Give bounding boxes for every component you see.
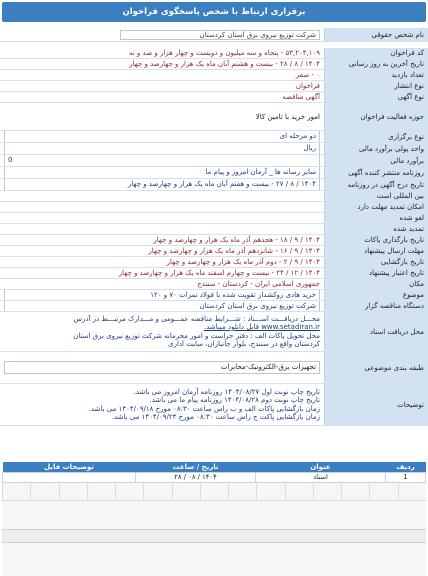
- row-activity: [0, 103, 428, 131]
- cell-date: ۱۴۰۴ / ۰۸ / ۲۸: [136, 472, 256, 482]
- row-ad-type: [0, 92, 428, 103]
- row-validity: [0, 268, 428, 279]
- value-last-update: ۱۴۰۴ / ۸ / ۲۸ - بیست و هشتم آبان ماه یک هزار و چهارصد و چهار: [0, 59, 324, 69]
- row-notes: [0, 384, 428, 426]
- address-line: کردستان واقع در سنندج، بلوار جانبازان، سایت اداری: [168, 340, 320, 348]
- row-pub-type: [0, 81, 428, 92]
- value-validity: ۱۴۰۴ / ۱۲ / ۲۴ - بیست و چهارم اسفند ماه یک هزار و چهارصد و چهار: [0, 268, 324, 278]
- value-extension: [0, 202, 324, 212]
- row-category: [0, 352, 428, 384]
- label-pub-date: تاریخ بارگذاری پاکات: [324, 235, 428, 245]
- value-open-date: ۱۴۰۴ / ۹ / ۲ - دوم آذر ماه یک هزار و چهارصد و چهار: [0, 257, 324, 267]
- row-canceled: [0, 213, 428, 224]
- label-canceled: لغو شده: [324, 213, 428, 223]
- label-notes: توضیحات: [324, 384, 428, 425]
- label-activity: حوزه فعالیت فراخوان: [324, 103, 428, 130]
- row-international: [0, 191, 428, 202]
- value-ad-type: آگهی مناقصه: [0, 92, 324, 102]
- value-canceled: [0, 213, 324, 223]
- label-international: بین المللی است: [324, 191, 428, 201]
- col-title: عنوان: [256, 462, 386, 472]
- row-organizer: [0, 301, 428, 312]
- label-subject: موضوع: [324, 290, 428, 300]
- row-legal-name: [0, 28, 428, 42]
- label-number: کد فراخوان: [324, 48, 428, 58]
- value-holding: دو مرحله ای: [4, 131, 320, 142]
- value-ad-date: ۱۴۰۴ / ۸ / ۲۷ - بیست و هفتم آبان ماه یک هزار و چهارصد و چهار: [4, 179, 320, 190]
- label-validity: تاریخ اعتبار پیشنهاد: [324, 268, 428, 278]
- notes-line: زمان بازگشایی پاکت ج راس ساعت ۰۸:۳۰ مورخ ۱۴۰۴/۰۹/۲۴ می باشد.: [111, 413, 320, 421]
- notes-line: تاریخ چاپ نوبت دوم ۱۴۰۴/۰۸/۲۸ روزنامه پیام ما می باشد.: [149, 396, 320, 404]
- value-send-deadline: ۱۴۰۴ / ۹ / ۱۶ - شانزدهم آذر ماه یک هزار و چهارصد و چهار: [0, 246, 324, 256]
- files-table-header: [3, 462, 426, 472]
- row-estimate: [0, 155, 428, 167]
- value-activity: امور خرید با تامین کالا: [0, 103, 324, 130]
- label-send-deadline: مهلت ارسال پیشنهاد: [324, 246, 428, 256]
- cell-row: 1: [386, 472, 426, 482]
- label-visits: تعداد بازدید: [324, 70, 428, 80]
- row-currency: [0, 143, 428, 155]
- label-estimate: برآورد مالی: [324, 155, 428, 166]
- value-visits: ۰ - صفر: [0, 70, 324, 80]
- page-title: برقراری ارتباط با شخص پاسخگوی فراخوان: [122, 7, 306, 17]
- label-location: مکان: [324, 279, 428, 289]
- label-pub-type: نوع انتشار: [324, 81, 428, 91]
- col-row: ردیف: [386, 462, 426, 472]
- row-subject: [0, 290, 428, 301]
- label-last-update: تاریخ آخرین به روز رسانی: [324, 59, 428, 69]
- footer-cells: [2, 483, 426, 501]
- value-extended: [0, 224, 324, 234]
- notes-line: تاریخ چاپ نوبت اول ۱۴۰۴/۰۸/۲۷ روزنامه آرمان امروز می باشد.: [133, 387, 320, 396]
- cell-desc: [3, 472, 136, 482]
- value-address: [0, 312, 324, 351]
- value-international: [0, 191, 324, 201]
- label-currency: واحد پولی برآورد مالی: [324, 143, 428, 154]
- address-line: محـــل دریافـــت اســـناد : شـــرایط مناقصه عمـــومی و مـــدارک مرتبـــط در آدرس: [73, 314, 320, 323]
- value-notes: [0, 384, 324, 425]
- value-location: جمهوری اسلامی ایران - کردستان - سنندج: [0, 279, 324, 289]
- row-pub-date: [0, 235, 428, 246]
- address-line: محل تحویل پاکات الف : دفتر حراست و امور محرمانه شرکت توزیع نیروی برق استان: [73, 331, 320, 340]
- footer-area: [2, 482, 426, 576]
- row-ad-date: [0, 179, 428, 191]
- label-organizer: دستگاه مناقصه گزار: [324, 301, 428, 311]
- address-link[interactable]: www.setadiran.ir قابل دانلود میباشد.: [203, 323, 320, 331]
- label-newspaper: روزنامه منتشر کننده آگهی: [324, 167, 428, 178]
- legal-name-field: شرکت توزیع نیروی برق استان کردستان: [120, 30, 320, 40]
- label-address: محل دریافت اسناد: [324, 312, 428, 351]
- value-pub-type: فراخوان: [0, 81, 324, 91]
- value-category: تجهیزات برق-الکترونیک-مخابرات: [4, 361, 320, 374]
- row-visits: [0, 70, 428, 81]
- row-extension: [0, 202, 428, 213]
- label-legal-name: نام شخص حقوقی: [324, 28, 428, 41]
- row-number: [0, 48, 428, 59]
- col-desc: توضیحات فایل: [3, 462, 136, 472]
- footer-bar: [2, 529, 426, 543]
- page-header: [2, 2, 426, 22]
- notes-line: زمان بازگشایی پاکات الف و ب راس ساعت ۰۸:۳۰ مورخ ۱۴۰۴/۰۹/۱۸ می باشد.: [88, 404, 320, 413]
- label-category: طبقه بندی موضوعی: [324, 352, 428, 383]
- col-date: تاریخ / ساعت: [136, 462, 256, 472]
- row-extended: [0, 224, 428, 235]
- row-address: [0, 312, 428, 352]
- label-holding: نوع برگزاری: [324, 131, 428, 142]
- value-subject: خرید هادی روکشدار تقویت شده با فولاد نمرات ۷۰ و ۱۲۰: [4, 290, 320, 300]
- cell-title[interactable]: اسناد: [256, 472, 386, 482]
- value-currency: ریال: [4, 143, 320, 154]
- label-ad-type: نوع آگهی: [324, 92, 428, 102]
- label-ad-date: تاریخ درج آگهی در روزنامه: [324, 179, 428, 190]
- value-organizer: شرکت توزیع نیروی برق استان کردستان: [4, 301, 320, 311]
- value-newspaper: سایر رسانه ها _ آرمان امروز و پیام ما: [4, 167, 320, 178]
- table-row[interactable]: [3, 472, 426, 482]
- files-table: [2, 462, 426, 483]
- label-extended: تمدید شده: [324, 224, 428, 234]
- value-number: ۵۳,۲۰۴,۱۰۹ - پنجاه و سه میلیون و دویست و چهار هزار و صد و نه: [0, 48, 324, 58]
- row-location: [0, 279, 428, 290]
- row-newspaper: [0, 167, 428, 179]
- label-open-date: تاریخ بازگشایی: [324, 257, 428, 267]
- row-send-deadline: [0, 246, 428, 257]
- row-open-date: [0, 257, 428, 268]
- row-last-update: [0, 59, 428, 70]
- label-extension: امکان تمدید مهلت دارد: [324, 202, 428, 212]
- value-pub-date: ۱۴۰۴ / ۹ / ۱۸ - هجدهم آذر ماه یک هزار و چهارصد و چهار: [0, 235, 324, 245]
- value-estimate: 0: [4, 155, 320, 166]
- row-holding: [0, 131, 428, 143]
